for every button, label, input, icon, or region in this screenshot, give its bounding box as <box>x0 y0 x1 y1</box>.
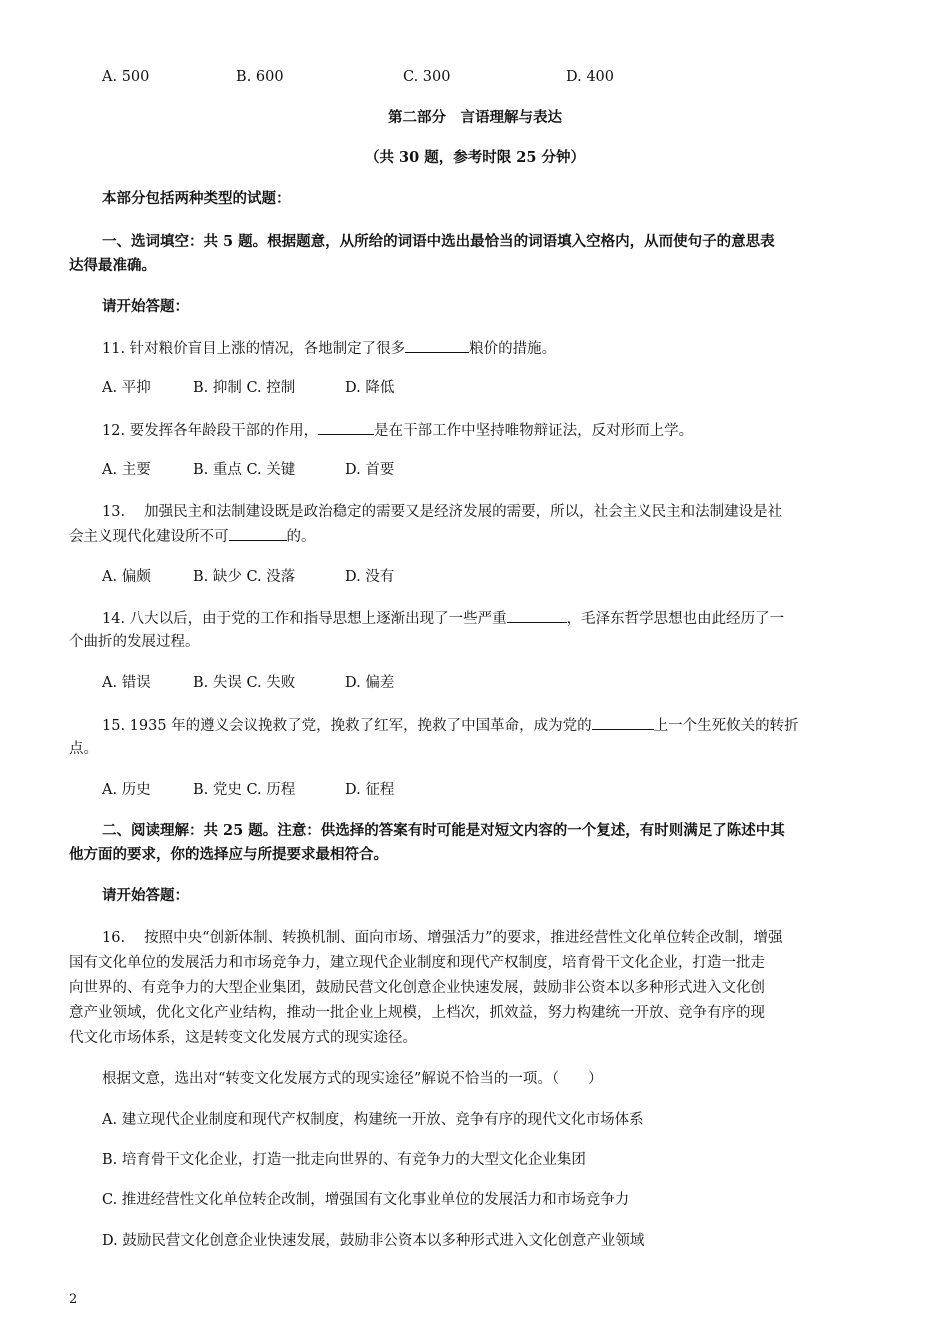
q16-passage-line3: 向世界的、有竞争力的大型企业集团，鼓励民营文化创意企业快速发展，鼓励非公资本以多种形式进入文化创 <box>69 980 765 996</box>
q13-option-d: D. 没有 <box>345 569 395 585</box>
start-answering-2: 请开始答题： <box>102 887 189 904</box>
q15-option-bc: B. 党史 C. 历程 <box>193 782 296 798</box>
q14-option-d: D. 偏差 <box>345 675 395 691</box>
q11-option-d: D. 降低 <box>345 380 395 396</box>
q13-option-bc: B. 缺少 C. 没落 <box>193 569 296 585</box>
part1-instructions-line1: 一、选词填空：共 5 题。根据题意，从所给的词语中选出最恰当的词语填入空格内，从而使句子的意思表 <box>102 233 775 250</box>
section-intro: 本部分包括两种类型的试题： <box>102 190 291 207</box>
q12-option-bc: B. 重点 C. 关键 <box>193 462 296 478</box>
part1-instructions-line2: 达得最准确。 <box>69 257 156 274</box>
q16-option-a: A. 建立现代企业制度和现代产权制度，构建统一开放、竞争有序的现代文化市场体系 <box>102 1112 644 1128</box>
answer-blank <box>405 338 469 353</box>
question-12-text-post: 是在干部工作中坚持唯物辩证法，反对形而上学。 <box>374 423 694 439</box>
top-option-d: D. 400 <box>566 69 615 85</box>
q16-question: 根据文意，选出对“转变文化发展方式的现实途径”解说不恰当的一项。（ ） <box>102 1071 603 1087</box>
q11-option-a: A. 平抑 <box>102 380 151 396</box>
part2-instructions-line1: 二、阅读理解：共 25 题。注意：供选择的答案有时可能是对短文内容的一个复述，有时则满足了陈述中其 <box>102 822 785 839</box>
question-14-text-pre: 14. 八大以后，由于党的工作和指导思想上逐渐出现了一些严重 <box>102 611 507 627</box>
question-15-line1 <box>102 715 799 736</box>
q11-option-bc: B. 抑制 C. 控制 <box>193 380 296 396</box>
question-12 <box>102 420 693 441</box>
question-15-text-pre: 15. 1935 年的遵义会议挽救了党，挽救了红军，挽救了中国革命，成为党的 <box>102 718 592 734</box>
question-14-line1 <box>102 608 784 629</box>
answer-blank <box>318 420 374 435</box>
q12-option-d: D. 首要 <box>345 462 395 478</box>
q16-option-c: C. 推进经营性文化单位转企改制，增强国有文化事业单位的发展活力和市场竞争力 <box>102 1192 630 1208</box>
q14-option-a: A. 错误 <box>102 675 151 691</box>
question-11-text-pre: 11. 针对粮价盲目上涨的情况，各地制定了很多 <box>102 341 406 357</box>
q16-passage-line5: 代文化市场体系，这是转变文化发展方式的现实途径。 <box>69 1030 417 1046</box>
answer-blank <box>229 526 287 541</box>
question-15-text-post: 上一个生死攸关的转折 <box>653 718 799 734</box>
start-answering-1: 请开始答题： <box>102 298 189 315</box>
q15-option-d: D. 征程 <box>345 782 395 798</box>
section-title: 第二部分 言语理解与表达 <box>388 109 562 126</box>
answer-blank <box>592 715 654 730</box>
top-option-b: B. 600 <box>236 69 284 85</box>
question-13-text-post: 的。 <box>286 529 316 545</box>
q15-option-a: A. 历史 <box>102 782 151 798</box>
question-13-line1: 13. 加强民主和法制建设既是政治稳定的需要又是经济发展的需要，所以，社会主义民主和法制建设是社 <box>102 504 783 520</box>
q13-option-a: A. 偏颇 <box>102 569 151 585</box>
question-14-text-post: ，毛泽东哲学思想也由此经历了一 <box>566 611 785 627</box>
question-11 <box>102 338 556 359</box>
q12-option-a: A. 主要 <box>102 462 151 478</box>
answer-blank <box>507 608 567 623</box>
question-14-line2: 个曲折的发展过程。 <box>69 634 200 650</box>
q16-passage-line4: 意产业领域，优化文化产业结构，推动一批企业上规模，上档次，抓效益，努力构建统一开放、竞争有序的现 <box>69 1005 765 1021</box>
question-11-text-post: 粮价的措施。 <box>469 341 557 357</box>
question-15-line2: 点。 <box>69 741 98 757</box>
page-number: 2 <box>69 1292 78 1307</box>
top-option-c: C. 300 <box>403 69 451 85</box>
part2-instructions-line2: 他方面的要求，你的选择应与所提要求最相符合。 <box>69 846 388 863</box>
q16-passage-line2: 国有文化单位的发展活力和市场竞争力，建立现代企业制度和现代产权制度，培育骨干文化企业，打造一批走 <box>69 955 765 971</box>
q16-option-d: D. 鼓励民营文化创意企业快速发展，鼓励非公资本以多种形式进入文化创意产业领域 <box>102 1233 645 1249</box>
section-subtitle: （共 30 题，参考时限 25 分钟） <box>364 149 586 166</box>
question-13-text-pre: 会主义现代化建设所不可 <box>69 529 229 545</box>
q14-option-bc: B. 失误 C. 失败 <box>193 675 296 691</box>
question-13-line2 <box>69 526 316 547</box>
question-12-text-pre: 12. 要发挥各年龄段干部的作用， <box>102 423 319 439</box>
q16-option-b: B. 培育骨干文化企业，打造一批走向世界的、有竞争力的大型文化企业集团 <box>102 1152 586 1168</box>
q16-passage-line1: 16. 按照中央“创新体制、转换机制、面向市场、增强活力”的要求，推进经营性文化单位转企改制，增强 <box>102 930 783 946</box>
top-option-a: A. 500 <box>102 69 150 85</box>
